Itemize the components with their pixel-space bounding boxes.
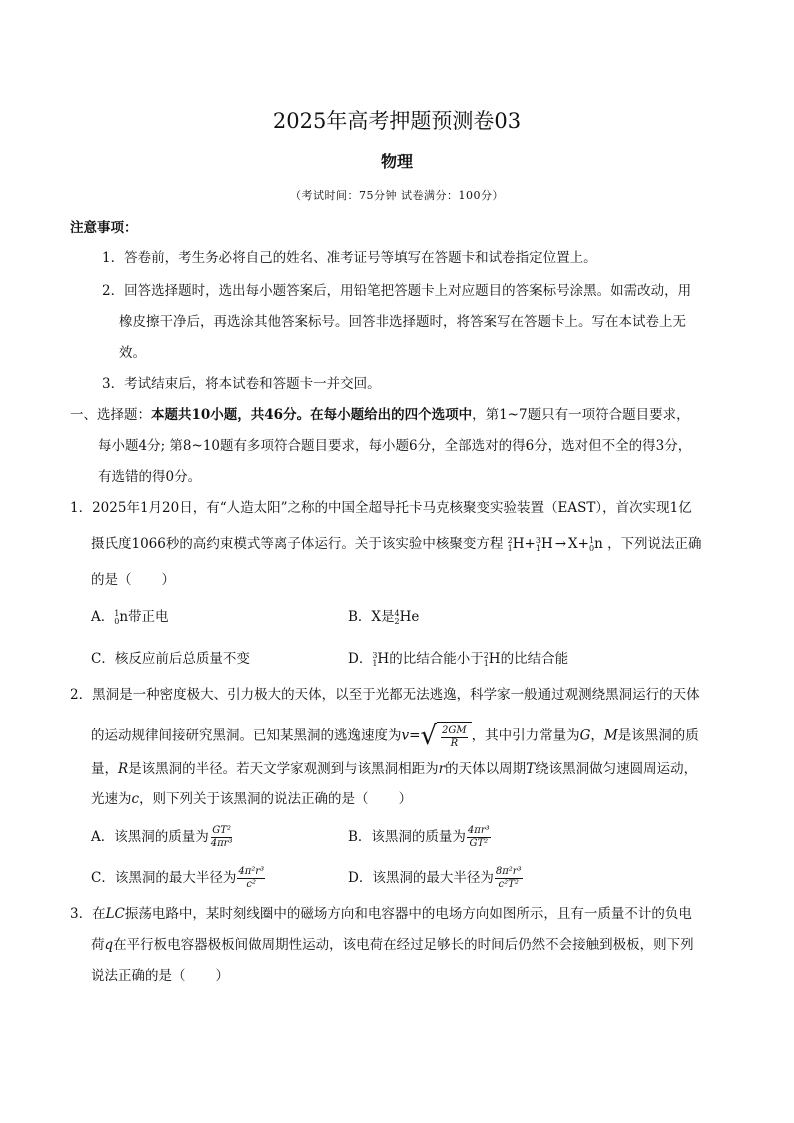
q3-line2: 荷q在平行板电容器极板间做周期性运动，该电荷在经过足够长的时间后仍然不会接触到极板，则下列 [91,937,694,953]
section1-rest: ，第1~7题只有一项符合题目要求， [472,407,690,423]
notice-item-2-line1: 2．回答选择题时，选出每小题答案后，用铅笔把答题卡上对应题目的答案标号涂黑。如需改动，用 [102,283,692,299]
section1-bold: 本题共10小题，共46分。在每小题给出的四个选项中 [151,407,473,423]
section1-label: 一、选择题： [70,407,151,423]
escape-velocity-sqrt: √ $\frac{2GM}{R}$ [420,722,471,750]
notice-heading: 注意事项： [70,220,138,236]
q1-line2 [91,535,702,553]
q3-line1: 3．在LC振荡电路中，某时刻线圈中的磁场方向和电容器中的电场方向如图所示，且有一质量不计的负电 [70,906,692,922]
subject-title: 物理 [380,152,413,171]
q2-line3: 量，R是该黑洞的半径。若天文学家观测到与该黑洞相距为r的天体以周期T绕该黑洞做匀速圆周运动， [91,761,698,777]
q1-option-c[interactable]: C．核反应前后总质量不变 [91,651,250,667]
q1-line3: 的是（ ） [91,572,175,588]
exam-info: （考试时间：75分钟 试卷满分：100分） [290,189,504,202]
exam-title: 2025年高考押题预测卷03 [272,109,522,133]
section1-line3: 有选错的得0分。 [98,469,202,485]
q1-line1: 1．2025年1月20日，有“人造太阳”之称的中国全超导托卡马克核聚变实验装置（EAST），首次实现1亿 [70,500,692,516]
section1-line2: 每小题4分; 第8~10题有多项符合题目要求，每小题6分，全部选对的得6分，选对但不全的得3分， [98,438,692,454]
q2-line1: 2．黑洞是一种密度极大、引力极大的天体，以至于光都无法逃逸，科学家一般通过观测绕黑洞运行的天体 [70,687,700,703]
q1-line2-text: 摄氏度1066秒的高约束模式等离子体运行。关于该实验中核聚变方程 [91,536,504,552]
q3-line3: 说法正确的是（ ） [91,968,229,984]
q1-fusion-equation: 2 1 H+ 3 1 H → X+ 1 0 n [507,535,603,553]
q1-line2-end: ，下列说法正确 [607,536,702,552]
notice-item-3: 3．考试结束后，将本试卷和答题卡一并交回。 [102,376,381,392]
q2-option-b[interactable]: B．该黑洞的质量为 $\frac{\text{4πr³}}{\text{GT²}}$ [348,825,490,849]
notice-item-2-line3: 效。 [119,345,146,361]
section1-line1 [70,406,690,424]
q1-option-a[interactable]: A． 1 0 n带正电 [91,608,169,626]
q2-line4: 光速为c，则下列关于该黑洞的说法正确的是（ ） [91,791,413,807]
q1-option-b[interactable]: B．X是 4 2 He [348,608,420,626]
q2-option-c[interactable]: C．该黑洞的最大半径为 $\frac{\text{4π²r³}}{\text{c²}}$ [91,866,265,890]
notice-item-1: 1．答卷前，考生务必将自己的姓名、准考证号等填写在答题卡和试卷指定位置上。 [102,250,597,266]
q2-line2: 的运动规律间接研究黑洞。已知某黑洞的逃逸速度为v= √ $\frac{2GM}{R}$ ，其中引力常量为G，M是该黑洞的质 [91,721,699,751]
notice-item-2-line2: 橡皮擦干净后，再选涂其他答案标号。回答非选择题时，将答案写在答题卡上。写在本试卷上无 [119,314,686,330]
q1-option-d[interactable]: D． 3 1 H的比结合能小于 2 1 H的比结合能 [348,650,569,668]
q2-option-a[interactable]: A．该黑洞的质量为 $\frac{\text{GT²}}{\text{4πr³}}$ [91,825,233,849]
q2-option-d[interactable]: D．该黑洞的最大半径为 $\frac{\text{8π²r³}}{\text{c²T²}}$ [348,866,522,890]
